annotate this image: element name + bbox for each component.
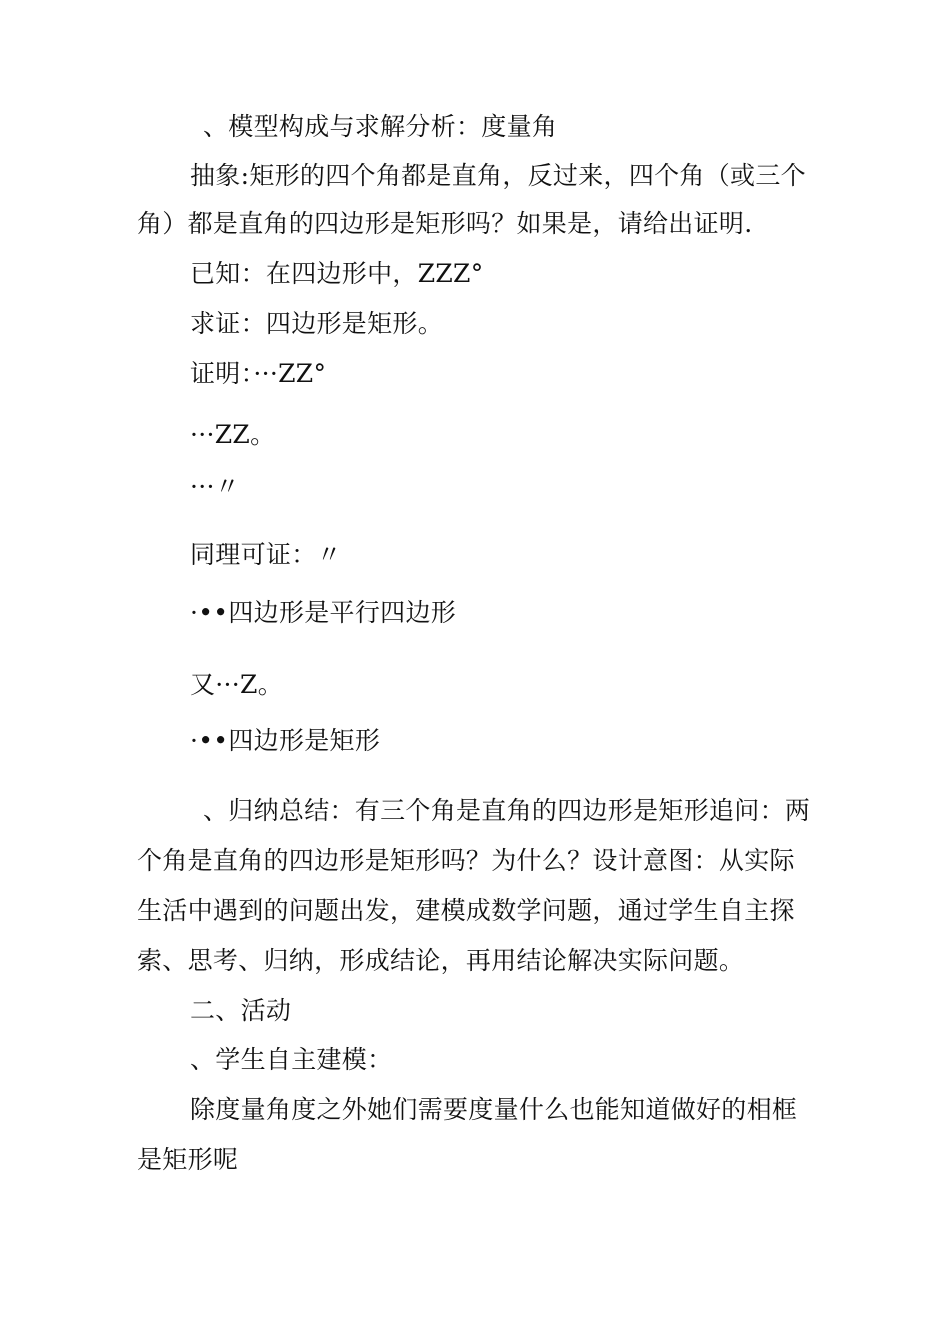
proof-line-also: 又···Z。 (190, 670, 284, 699)
section-heading-model: 、模型构成与求解分析：度量角 (203, 112, 558, 141)
proof-line-2: ···ZZ。 (190, 420, 276, 449)
section-heading-activity: 二、活动 (190, 996, 292, 1025)
summary-line-2: 个角是直角的四边形是矩形吗？为什么？设计意图：从实际 (137, 846, 795, 875)
paragraph-abstract-line-1: 抽象:矩形的四个角都是直角，反过来，四个角（或三个 (190, 161, 806, 190)
proof-line-conclusion: ·••四边形是矩形 (190, 726, 381, 755)
proof-line-parallelogram: ·••四边形是平行四边形 (190, 598, 457, 627)
given-line: 已知：在四边形中，ZZZ° (190, 259, 484, 288)
proof-line-similarly: 同理可证：〃 (190, 540, 342, 569)
prove-line: 求证：四边形是矩形。 (190, 309, 444, 338)
proof-line-3: ···〃 (190, 472, 241, 501)
question-line-2: 是矩形呢 (137, 1145, 239, 1174)
subheading-modeling: 、学生自主建模： (190, 1045, 393, 1074)
summary-line-4: 索、思考、归纳，形成结论，再用结论解决实际问题。 (137, 946, 745, 975)
question-line-1: 除度量角度之外她们需要度量什么也能知道做好的相框 (190, 1095, 798, 1124)
proof-line-1: 证明：···ZZ° (190, 359, 327, 388)
summary-line-3: 生活中遇到的问题出发，建模成数学问题，通过学生自主探 (137, 896, 795, 925)
summary-line-1: 、归纳总结：有三个角是直角的四边形是矩形追问：两 (203, 796, 811, 825)
paragraph-abstract-line-2: 角）都是直角的四边形是矩形吗？如果是，请给出证明. (137, 209, 753, 238)
